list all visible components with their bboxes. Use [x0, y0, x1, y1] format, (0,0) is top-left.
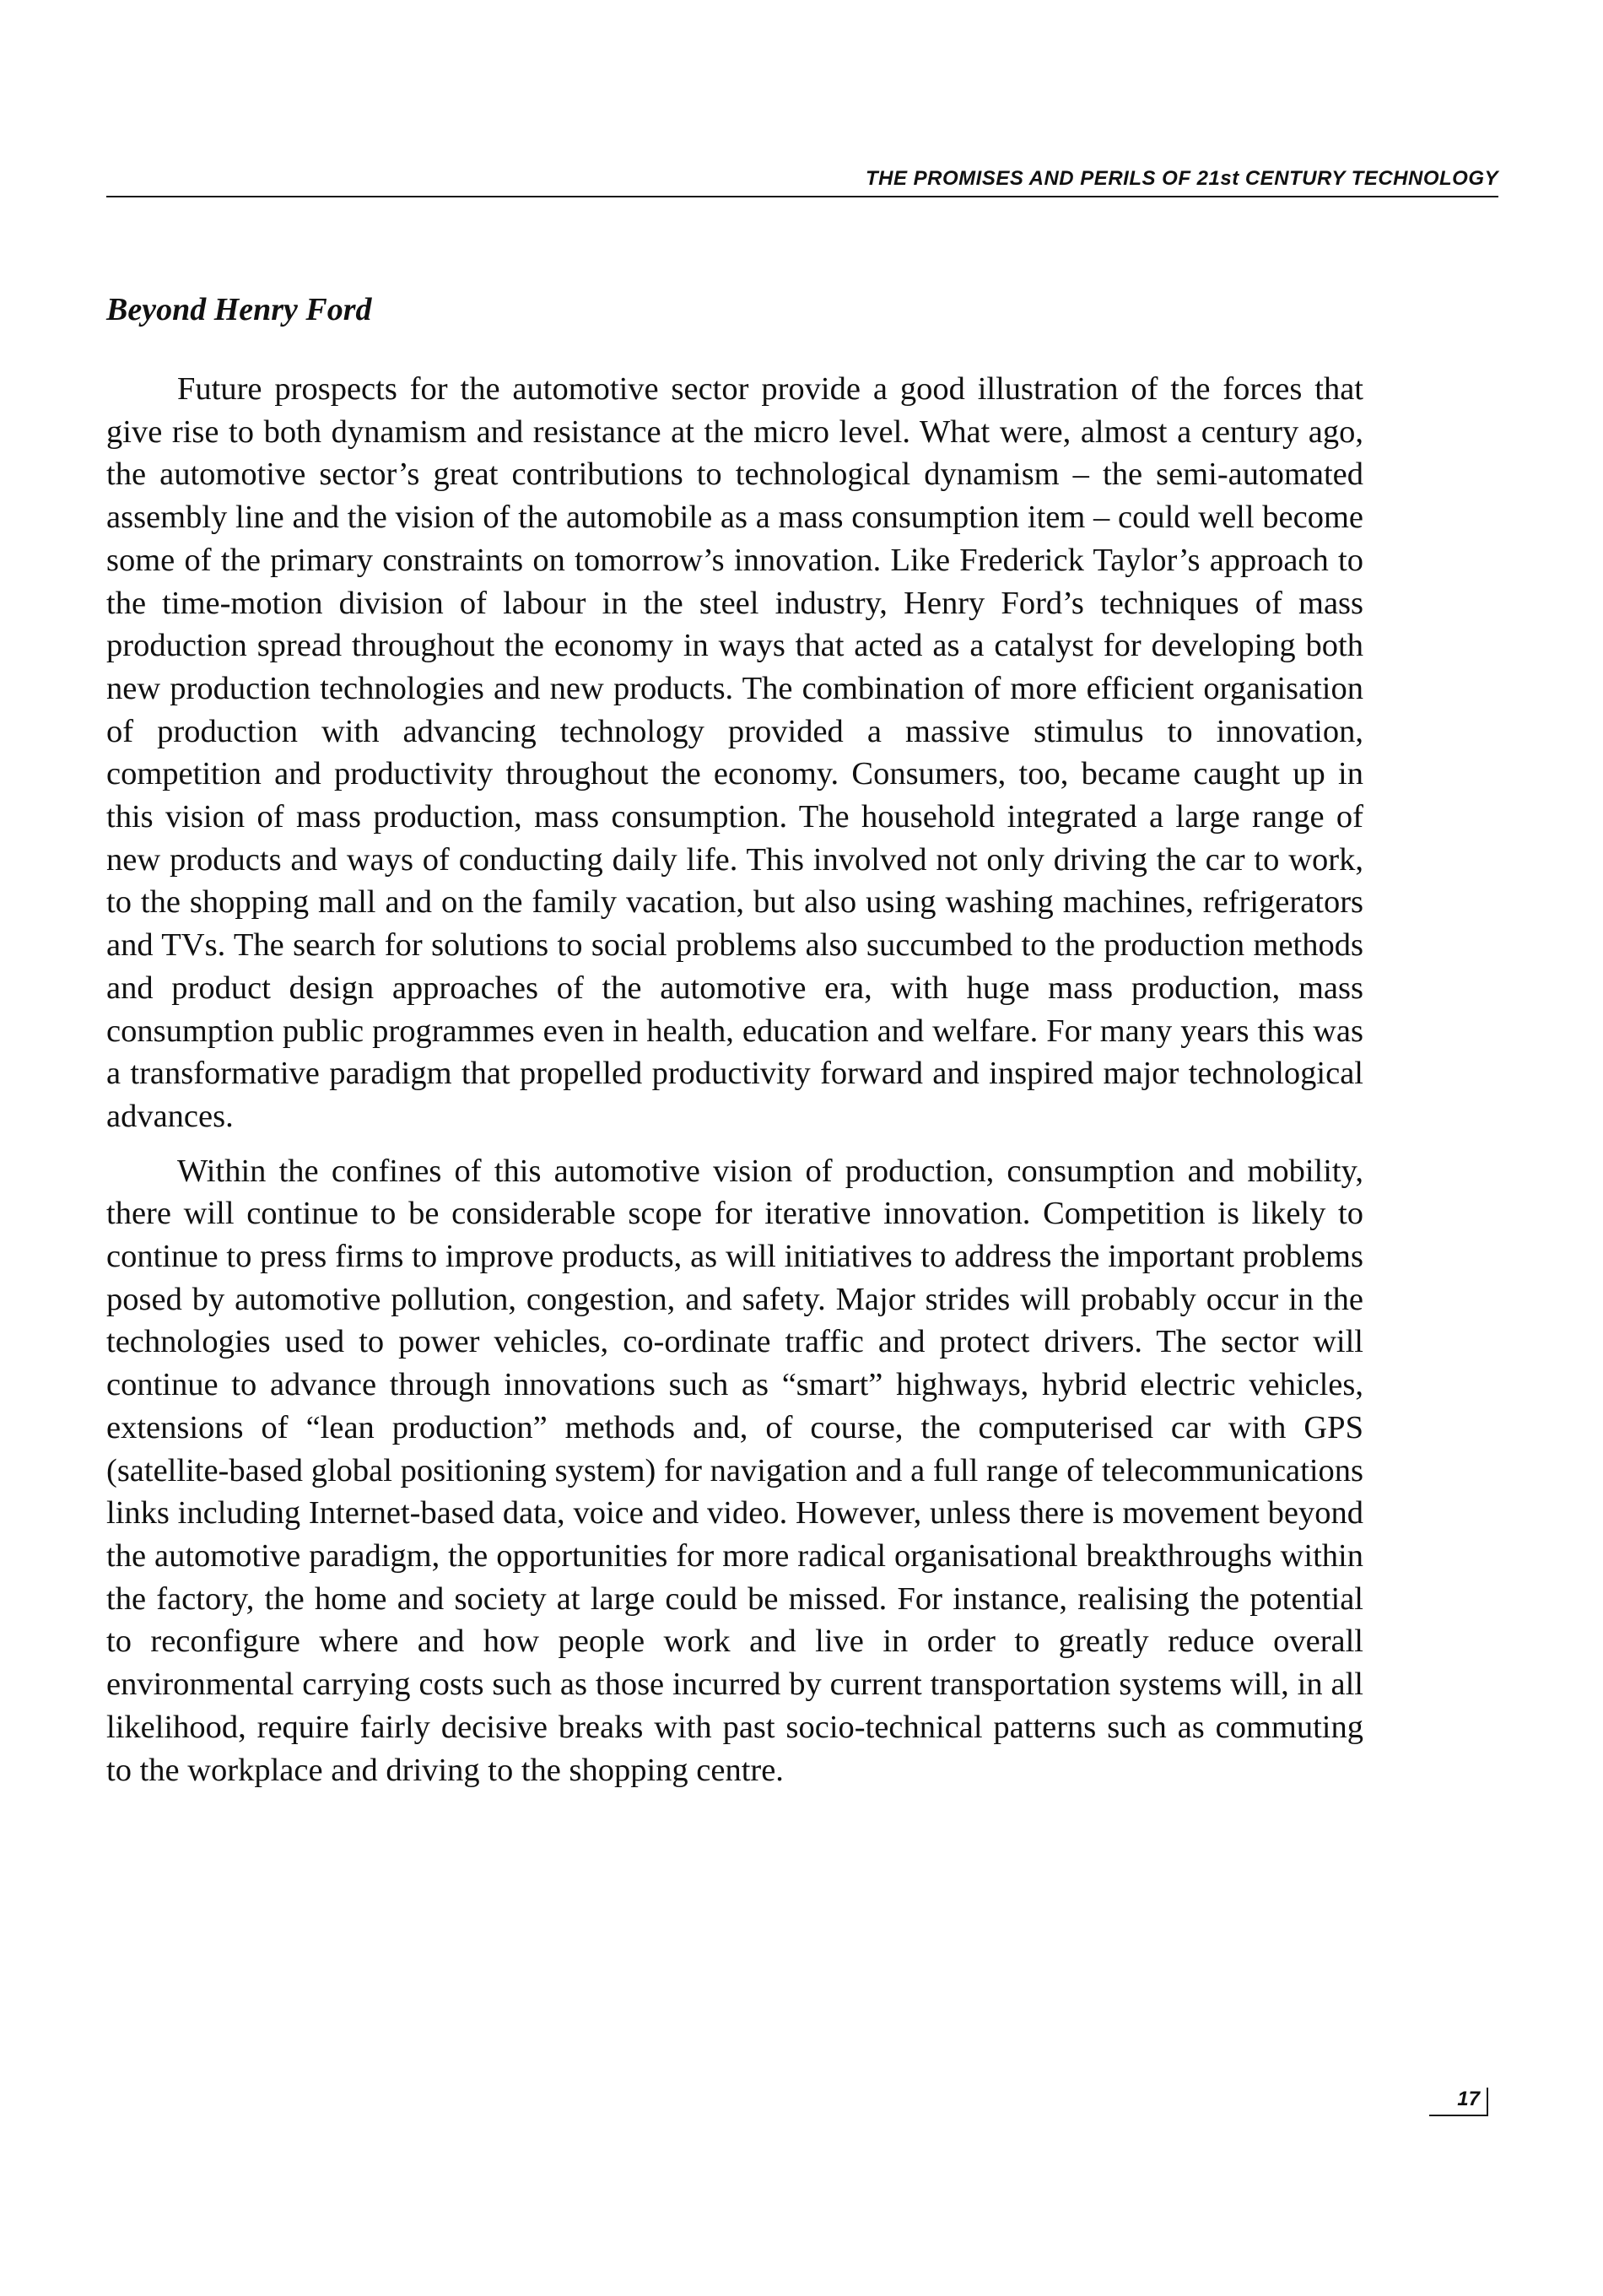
- header-rule: [106, 196, 1498, 197]
- body-text: [106, 368, 1363, 1791]
- running-head: THE PROMISES AND PERILS OF 21st CENTURY TECHNOLOGY: [866, 167, 1498, 190]
- section-heading: Beyond Henry Ford: [106, 292, 372, 327]
- paragraph: Within the confines of this automotive vision of production, consumption and mobility, there will continue to be considerable scope for iterative innovation. Competition is likely to continue to press firms to improve products, as will initiatives to address the important problems posed by automotive pollution, congestion, and safety. Major strides will probably occur in the technologies used to power vehicles, co-ordinate traffic and protect drivers. The sector will continue to advance through innovations such as “smart” highways, hybrid electric vehicles, extensions of “lean production” methods and, of course, the computerised car with GPS (satellite-based global positioning system) for navigation and a full range of telecommunications links including Internet-based data, voice and video. However, unless there is movement beyond the automotive paradigm, the opportunities for more radical organisational breakthroughs within the factory, the home and society at large could be missed. For instance, realising the potential to reconfigure where and how people work and live in order to greatly reduce overall environmental carrying costs such as those incurred by current transportation systems will, in all likelihood, require fairly decisive breaks with past socio-technical patterns such as commuting to the workplace and driving to the shopping centre.: [106, 1153, 1363, 1788]
- page-number: 17: [1429, 2088, 1488, 2116]
- paragraph: Future prospects for the automotive sector provide a good illustration of the forces that give rise to both dynamism and resistance at the micro level. What were, almost a century ago, the automotive sector’s great contributions to technological dynamism – the semi-automated assembly line and the vision of the automobile as a mass consumption item – could well become some of the primary constraints on tomorrow’s innovation. Like Frederick Taylor’s approach to the time-motion division of labour in the steel industry, Henry Ford’s techniques of mass production spread throughout the economy in ways that acted as a catalyst for developing both new production technologies and new products. The combination of more efficient organisation of production with advancing technology provided a massive stimulus to innovation, competition and productivity throughout the economy. Consumers, too, became caught up in this vision of mass production, mass consumption. The household integrated a large range of new products and ways of conducting daily life. This involved not only driving the car to work, to the shopping mall and on the family vacation, but also using washing machines, refrigerators and TVs. The search for solutions to social problems also succumbed to the production methods and product design approaches of the automotive era, with huge mass production, mass consumption public programmes even in health, education and welfare. For many years this was a transformative paradigm that propelled productivity forward and inspired major technological advances.: [106, 371, 1363, 1134]
